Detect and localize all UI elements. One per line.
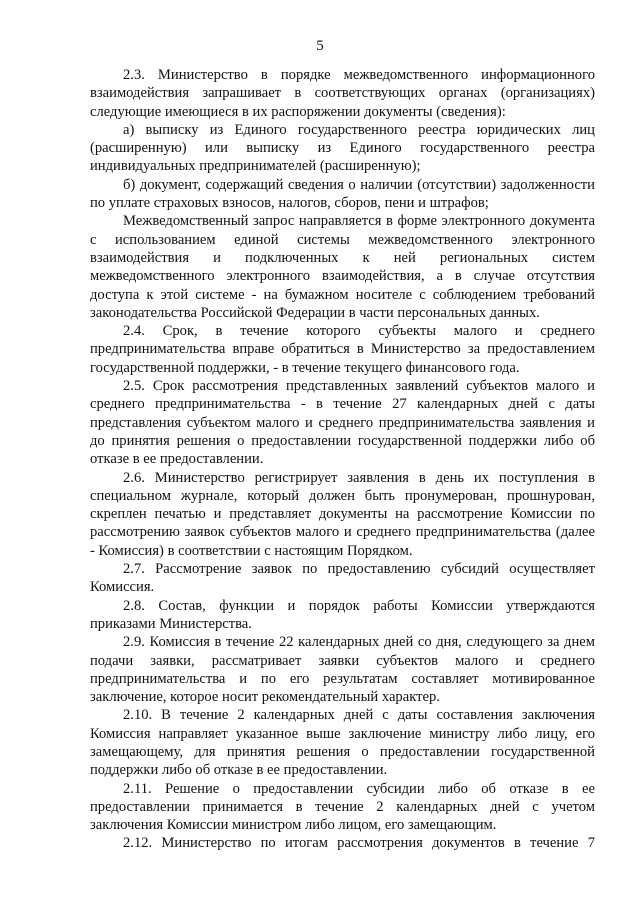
paragraph-2-9: 2.9. Комиссия в течение 22 календарных дней со дня, следующего за днем подачи заявки, рассматривает заявки субъектов малого и среднего предпринимательства и по его результатам составляет мотивированное заключение, которое носит рекомендательный характер. <box>90 634 595 706</box>
paragraph-2-11: 2.11. Решение о предоставлении субсидии либо об отказе в ее предоставлении принимается в течение 2 календарных дней с учетом заключения Комиссии министром либо лицом, его замещающим. <box>90 780 595 834</box>
paragraph-2-5: 2.5. Срок рассмотрения представленных заявлений субъектов малого и среднего предпринимательства - в течение 27 календарных дней с даты представления субъектом малого и среднего предпринимательства заявления и до принятия решения о предоставлении государственной поддержки либо об отказе в ее предоставлении. <box>90 378 595 468</box>
paragraph-2-3: 2.3. Министерство в порядке межведомственного информационного взаимодействия запрашивает в соответствующих органах (организациях) следующие имеющиеся в их распоряжении документы (сведения): <box>90 67 595 120</box>
paragraph-2-4: 2.4. Срок, в течение которого субъекты малого и среднего предпринимательства вправе обратиться в Министерство за предоставлением государственной поддержки, - в течение текущего финансового года. <box>90 323 595 376</box>
paragraph-2-12: 2.12. Министерство по итогам рассмотрения документов в течение 7 <box>123 835 595 852</box>
page-number: 5 <box>316 38 324 54</box>
paragraph-interagency-request: Межведомственный запрос направляется в форме электронного документа с использованием единой системы межведомственного электронного взаимодействия и подключенных к ней региональных систем межведомственного электронного взаимодействия, а в случае отсутствия доступа к этой системе - на бумажном носителе с соблюдением требований законодательства Российской Федерации в части персональных данных. <box>90 213 595 321</box>
document-body <box>90 66 595 853</box>
paragraph-2-8: 2.8. Состав, функции и порядок работы Комиссии утверждаются приказами Министерства. <box>90 597 595 632</box>
paragraph-2-10: 2.10. В течение 2 календарных дней с даты составления заключения Комиссия направляет указанное выше заключение министру либо лицу, его замещающему, для принятия решения о предоставлении государственной поддержки либо об отказе в ее предоставлении. <box>90 707 595 779</box>
paragraph-item-a: а) выписку из Единого государственного реестра юридических лиц (расширенную) или выписку из Единого государственного реестра индивидуальных предпринимателей (расширенную); <box>90 121 595 175</box>
paragraph-2-6: 2.6. Министерство регистрирует заявления в день их поступления в специальном журнале, который должен быть пронумерован, прошнурован, скреплен печатью и представляет документы на рассмотрение Комиссии по рассмотрению заявок субъектов малого и среднего предпринимательства (далее - Комиссия) в соответствии с настоящим Порядком. <box>90 469 595 559</box>
paragraph-item-b: б) документ, содержащий сведения о наличии (отсутствии) задолженности по уплате страховых взносов, налогов, сборов, пени и штрафов; <box>90 176 595 212</box>
paragraph-2-7: 2.7. Рассмотрение заявок по предоставлению субсидий осуществляет Комиссия. <box>90 561 595 596</box>
